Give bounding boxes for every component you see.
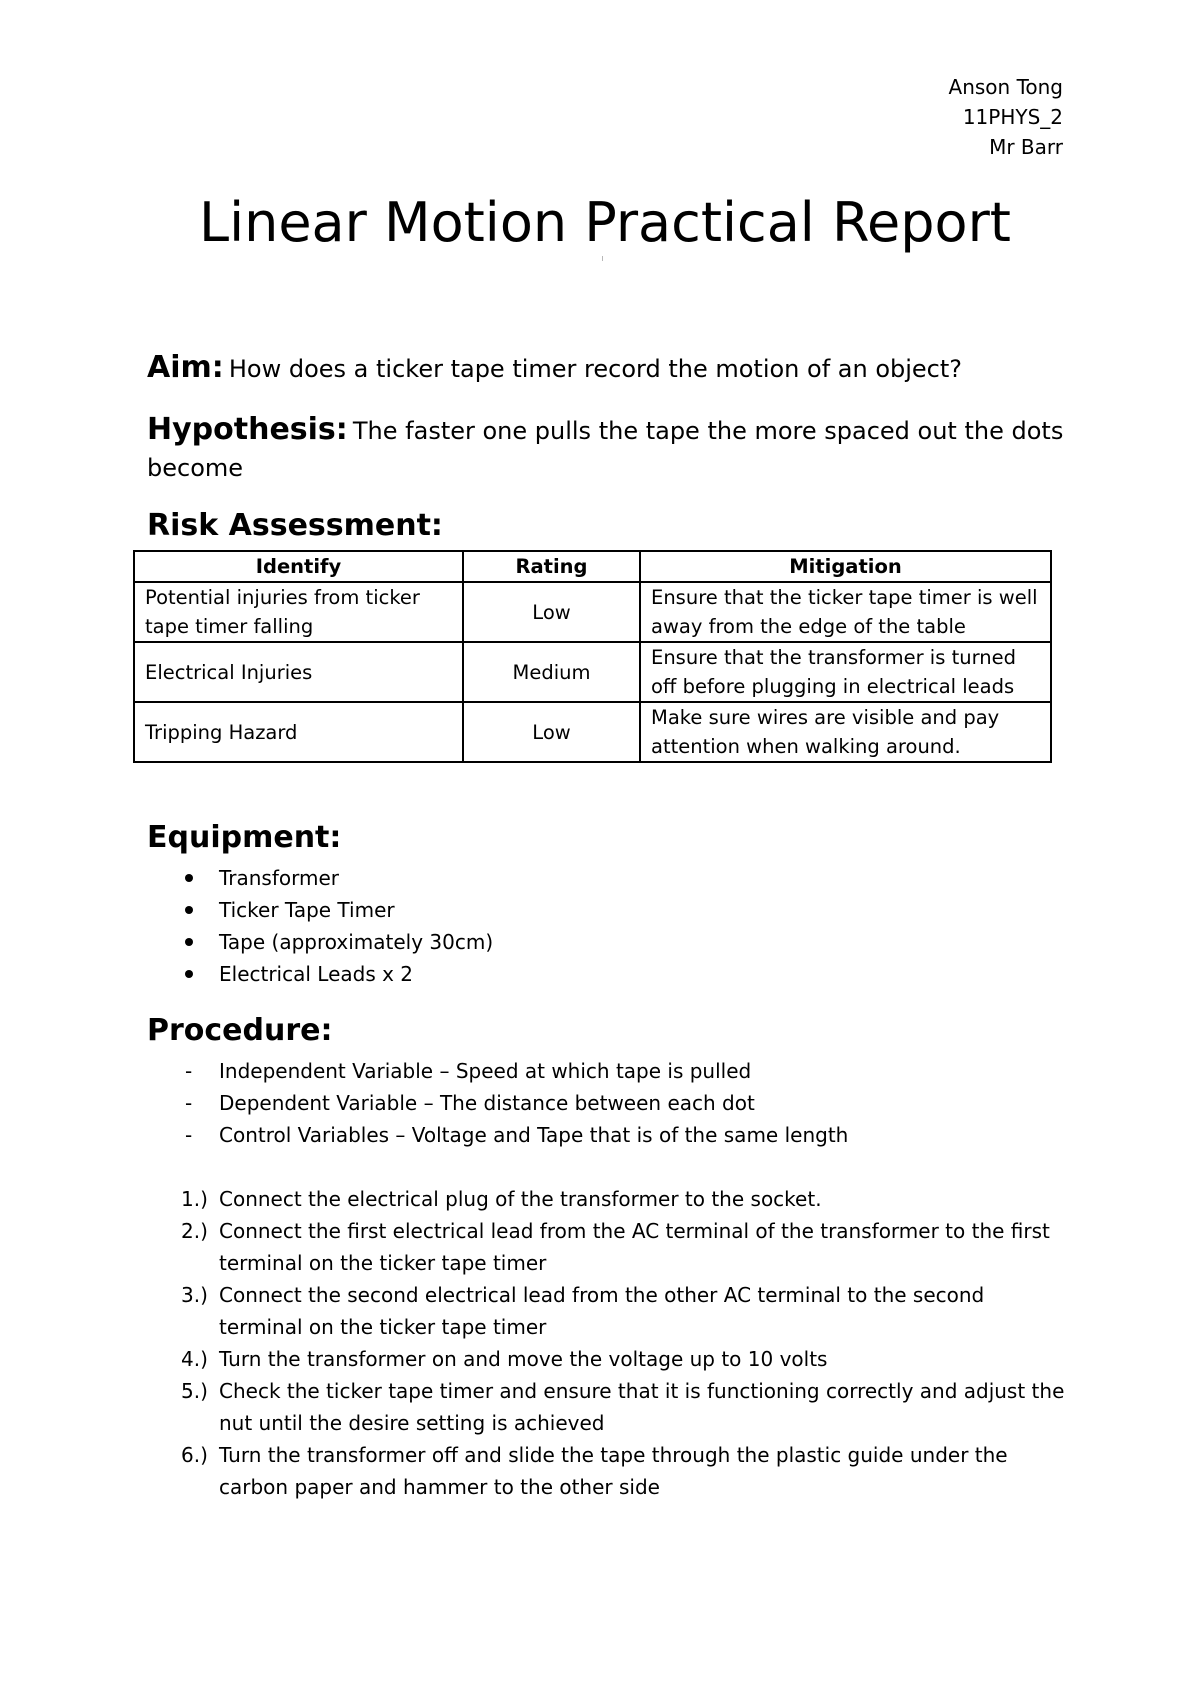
mitigation-cell: Make sure wires are visible and pay attention when walking around. — [640, 702, 1051, 762]
mitigation-cell: Ensure that the transformer is turned off before plugging in electrical leads — [640, 642, 1051, 702]
step-text: Connect the first electrical lead from the AC terminal of the transformer to the first terminal on the ticker tape timer — [219, 1219, 1050, 1275]
step-text: Turn the transformer off and slide the tape through the plastic guide under the carbon paper and hammer to the other side — [219, 1443, 1008, 1499]
hypothesis-section — [147, 412, 1067, 488]
hypothesis-text: The faster one pulls the tape the more spaced out the dots become — [147, 417, 1064, 482]
equipment-list — [147, 862, 493, 990]
list-item — [147, 862, 493, 894]
step-number: 6.) — [181, 1443, 208, 1467]
dash-icon: - — [185, 1059, 193, 1083]
list-item — [147, 1343, 1067, 1375]
variable-item: Independent Variable – Speed at which tape is pulled — [219, 1059, 752, 1083]
mitigation-cell: Ensure that the ticker tape timer is well away from the edge of the table — [640, 582, 1051, 642]
step-text: Connect the electrical plug of the transformer to the socket. — [219, 1187, 822, 1211]
list-item — [147, 1215, 1067, 1279]
rating-cell: Low — [463, 582, 640, 642]
list-item — [147, 1439, 1067, 1503]
identify-cell: Tripping Hazard — [134, 702, 463, 762]
variable-item: Control Variables – Voltage and Tape that is of the same length — [219, 1123, 849, 1147]
step-text: Connect the second electrical lead from the other AC terminal to the second terminal on the ticker tape timer — [219, 1283, 985, 1339]
equipment-item: Electrical Leads x 2 — [219, 962, 414, 986]
author-header — [949, 72, 1063, 162]
list-item — [147, 1119, 848, 1151]
author-name: Anson Tong — [948, 75, 1063, 99]
rating-cell: Medium — [463, 642, 640, 702]
list-item — [147, 1087, 848, 1119]
class-code: 11PHYS_2 — [962, 105, 1063, 129]
bullet-icon — [185, 874, 193, 882]
risk-assessment-heading: Risk Assessment: — [147, 508, 443, 543]
list-item — [147, 1375, 1067, 1439]
variables-list — [147, 1055, 848, 1151]
procedure-heading: Procedure: — [147, 1013, 333, 1048]
hypothesis-label: Hypothesis: — [147, 412, 348, 447]
dash-icon: - — [185, 1091, 193, 1115]
variable-item: Dependent Variable – The distance between each dot — [219, 1091, 755, 1115]
bullet-icon — [185, 906, 193, 914]
step-number: 2.) — [181, 1219, 208, 1243]
identify-cell: Electrical Injuries — [134, 642, 463, 702]
aim-section — [147, 348, 1067, 392]
column-header-mitigation: Mitigation — [640, 551, 1051, 582]
column-header-identify: Identify — [134, 551, 463, 582]
aim-label: Aim: — [147, 350, 224, 385]
table-row — [134, 702, 1051, 762]
bullet-icon — [185, 938, 193, 946]
step-number: 5.) — [181, 1379, 208, 1403]
risk-table-header-row — [134, 551, 1051, 582]
list-item — [147, 926, 493, 958]
identify-cell: Potential injuries from ticker tape timer falling — [134, 582, 463, 642]
list-item — [147, 1279, 1067, 1343]
step-number: 4.) — [181, 1347, 208, 1371]
step-text: Check the ticker tape timer and ensure that it is functioning correctly and adjust the nut until the desire setting is achieved — [219, 1379, 1065, 1435]
step-number: 3.) — [181, 1283, 208, 1307]
aim-text: How does a ticker tape timer record the motion of an object? — [228, 355, 963, 383]
equipment-heading: Equipment: — [147, 820, 342, 855]
dash-icon: - — [185, 1123, 193, 1147]
list-item — [147, 958, 493, 990]
step-text: Turn the transformer on and move the voltage up to 10 volts — [219, 1347, 828, 1371]
rating-cell: Low — [463, 702, 640, 762]
table-row — [134, 642, 1051, 702]
equipment-item: Ticker Tape Timer — [219, 898, 395, 922]
list-item — [147, 1183, 1067, 1215]
cursor-mark — [602, 256, 603, 261]
procedure-steps — [147, 1183, 1067, 1503]
list-item — [147, 1055, 848, 1087]
step-number: 1.) — [181, 1187, 208, 1211]
teacher-name: Mr Barr — [989, 135, 1063, 159]
page-title: Linear Motion Practical Report — [199, 191, 1011, 254]
list-item — [147, 894, 493, 926]
column-header-rating: Rating — [463, 551, 640, 582]
equipment-item: Transformer — [219, 866, 340, 890]
equipment-item: Tape (approximately 30cm) — [219, 930, 494, 954]
risk-table — [133, 550, 1052, 763]
bullet-icon — [185, 970, 193, 978]
table-row — [134, 582, 1051, 642]
